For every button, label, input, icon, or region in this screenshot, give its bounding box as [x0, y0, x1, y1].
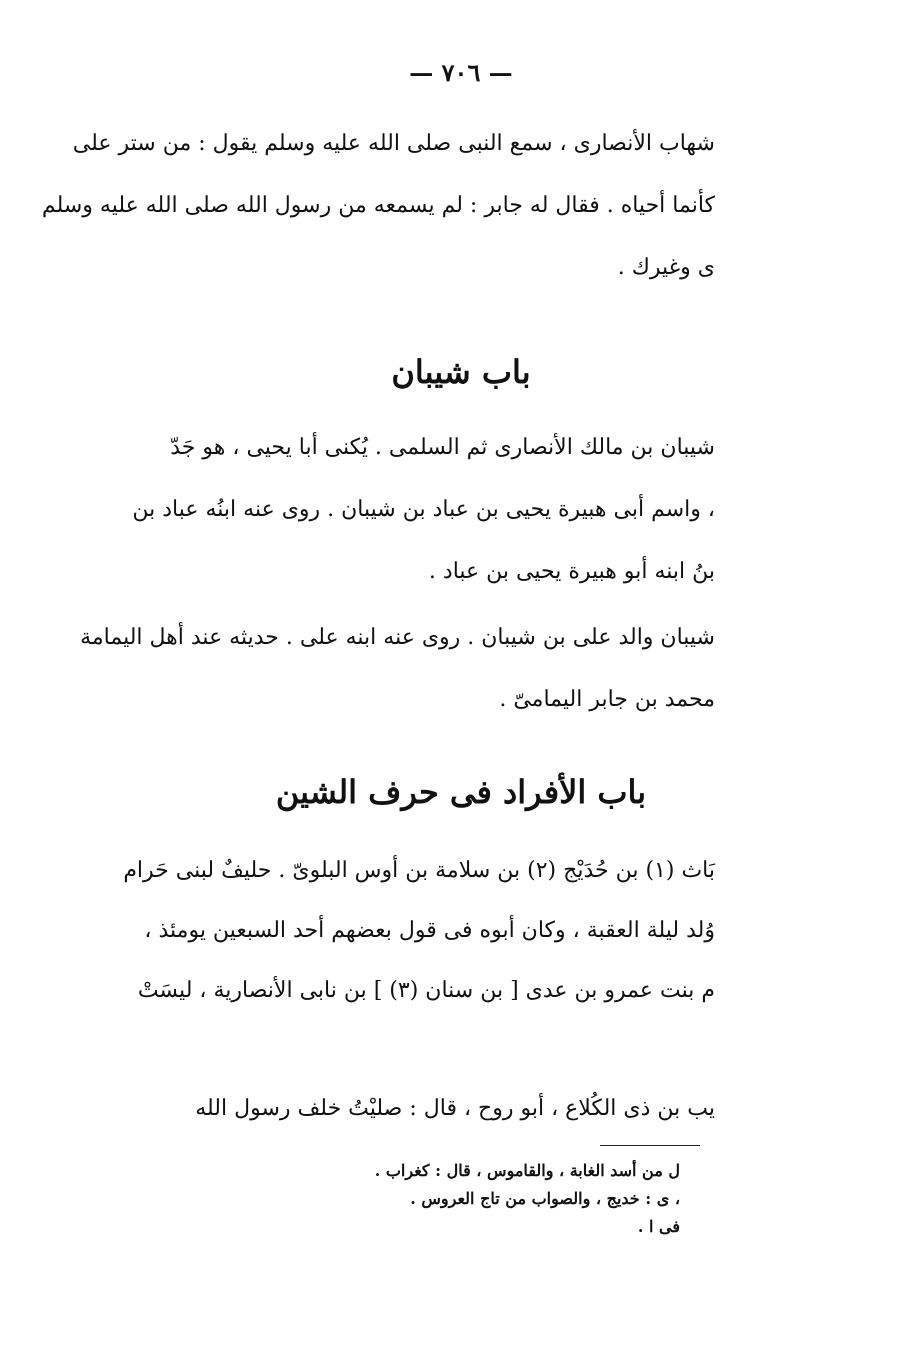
text-line: محمد بن جابر اليمامىّ . — [499, 687, 715, 712]
section-heading-afrad: باب الأفراد فى حرف الشين — [275, 773, 647, 811]
section-heading-shayban: باب شيبان — [391, 353, 531, 391]
text-line: ، واسم أبى هبيرة يحيى بن عباد بن شيبان . روى عنه ابنُه عباد بن — [132, 497, 715, 522]
footnote: ل من أسد الغابة ، والقاموس ، قال : كغراب . — [374, 1161, 680, 1180]
section-shayban — [132, 432, 715, 596]
text-line: بنُ ابنه أبو هبيرة يحيى بن عباد . — [428, 559, 715, 584]
footnote: فى ا . — [637, 1217, 680, 1236]
footnote-divider — [600, 1145, 700, 1146]
text-line: كأنما أحياه . فقال له جابر : لم يسمعه من رسول الله صلى الله عليه وسلم — [41, 193, 715, 218]
page-number: — ٧٠٦ — — [409, 58, 513, 87]
text-line: شيبان بن مالك الأنصارى ثم السلمى . يُكنى أبا يحيى ، هو جَدّ — [170, 435, 715, 460]
text-line: شيبان والد على بن شيبان . روى عنه ابنه على . حديثه عند أهل اليمامة — [80, 625, 715, 650]
text-line: ى وغيرك . — [617, 255, 715, 280]
section-continuation — [41, 128, 715, 292]
text-line: يب بن ذى الكُلاع ، أبو روح ، قال : صليْتُ خلف رسول الله — [195, 1096, 715, 1121]
footnotes — [340, 1160, 680, 1244]
text-line: شهاب الأنصارى ، سمع النبى صلى الله عليه وسلم يقول : من ستر على — [72, 131, 715, 156]
footnote: ، ى : خديج ، والصواب من تاج العروس . — [410, 1189, 680, 1208]
text-line: وُلد ليلة العقبة ، وكان أبوه فى قول بعضهم أحد السبعين يومئذ ، — [144, 918, 715, 943]
section-shayban-second — [80, 622, 715, 724]
text-line: م بنت عمرو بن عدى [ بن سنان (٣) ] بن نابى الأنصارية ، ليسَتْ — [137, 978, 715, 1003]
text-line: بَاث (١) بن حُدَيْج (٢) بن سلامة بن أوس البلوىّ . حليفٌ لبنى حَرام — [123, 858, 715, 883]
section-afrad-second — [140, 1093, 715, 1133]
section-afrad — [123, 855, 715, 1015]
